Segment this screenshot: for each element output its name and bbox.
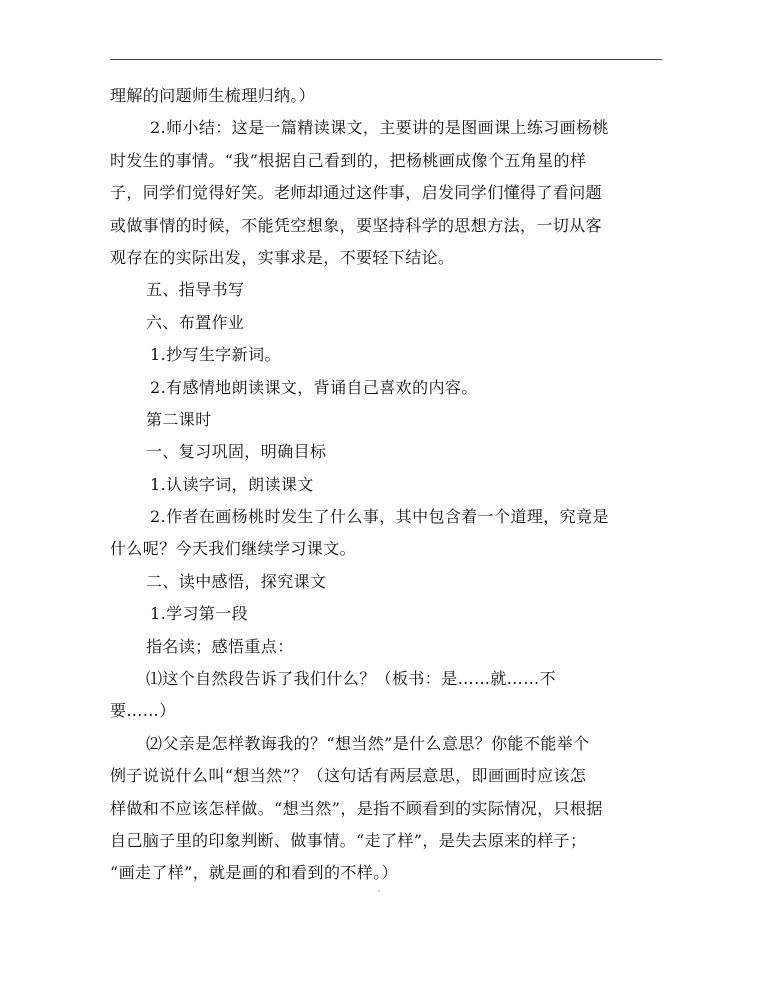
document-body <box>110 80 662 890</box>
text-line: 2.师小结：这是一篇精读课文，主要讲的是图画课上练习画杨桃 <box>150 118 609 138</box>
header-rule <box>110 59 662 60</box>
section-heading: 二、读中感悟，探究课文 <box>146 571 327 591</box>
text-line: 指名读；感悟重点： <box>146 636 294 656</box>
text-line: 2.作者在画杨桃时发生了什么事，其中包含着一个道理，究竟是 <box>150 507 609 527</box>
text-line: 2.有感情地朗读课文，背诵自己喜欢的内容。 <box>150 377 478 397</box>
text-line: 要……） <box>110 701 176 721</box>
section-heading: 六、布置作业 <box>146 312 245 332</box>
text-line: ⑵父亲是怎样教诲我的？“想当然”是什么意思？你能不能举个 <box>146 733 590 753</box>
text-line: 观存在的实际出发，实事求是，不要轻下结论。 <box>110 247 455 267</box>
stray-mark <box>378 890 380 892</box>
text-line: 1.抄写生字新词。 <box>150 345 281 365</box>
text-line: 理解的问题师生梳理归纳。） <box>110 86 316 105</box>
section-heading: 五、指导书写 <box>146 280 245 300</box>
text-line: 例子说说什么叫“想当然”？（这句话有两层意思，即画画时应该怎 <box>110 766 587 786</box>
text-line: 什么呢？今天我们继续学习课文。 <box>110 539 357 559</box>
text-line: 1.认读字词，朗读课文 <box>150 474 314 494</box>
text-line: 子，同学们觉得好笑。老师却通过这件事，启发同学们懂得了看问题 <box>110 183 603 203</box>
text-line: 或做事情的时候，不能凭空想象，要坚持科学的思想方法，一切从客 <box>110 215 603 235</box>
text-line: ⑴这个自然段告诉了我们什么？（板书：是……就……不 <box>146 669 557 689</box>
text-line: “画走了样”，就是画的和看到的不样。） <box>110 863 398 883</box>
text-line: 1.学习第一段 <box>150 604 249 624</box>
text-line: 时发生的事情。“我”根据自己看到的，把杨桃画成像个五角星的样 <box>110 150 587 170</box>
section-heading: 一、复习巩固，明确目标 <box>146 442 327 462</box>
text-line: 样做和不应该怎样做。“想当然”，是指不顾看到的实际情况，只根据 <box>110 798 603 818</box>
lesson-heading: 第二课时 <box>146 409 212 429</box>
text-line: 自己脑子里的印象判断、做事情。“走了样”，是失去原来的样子； <box>110 830 587 850</box>
